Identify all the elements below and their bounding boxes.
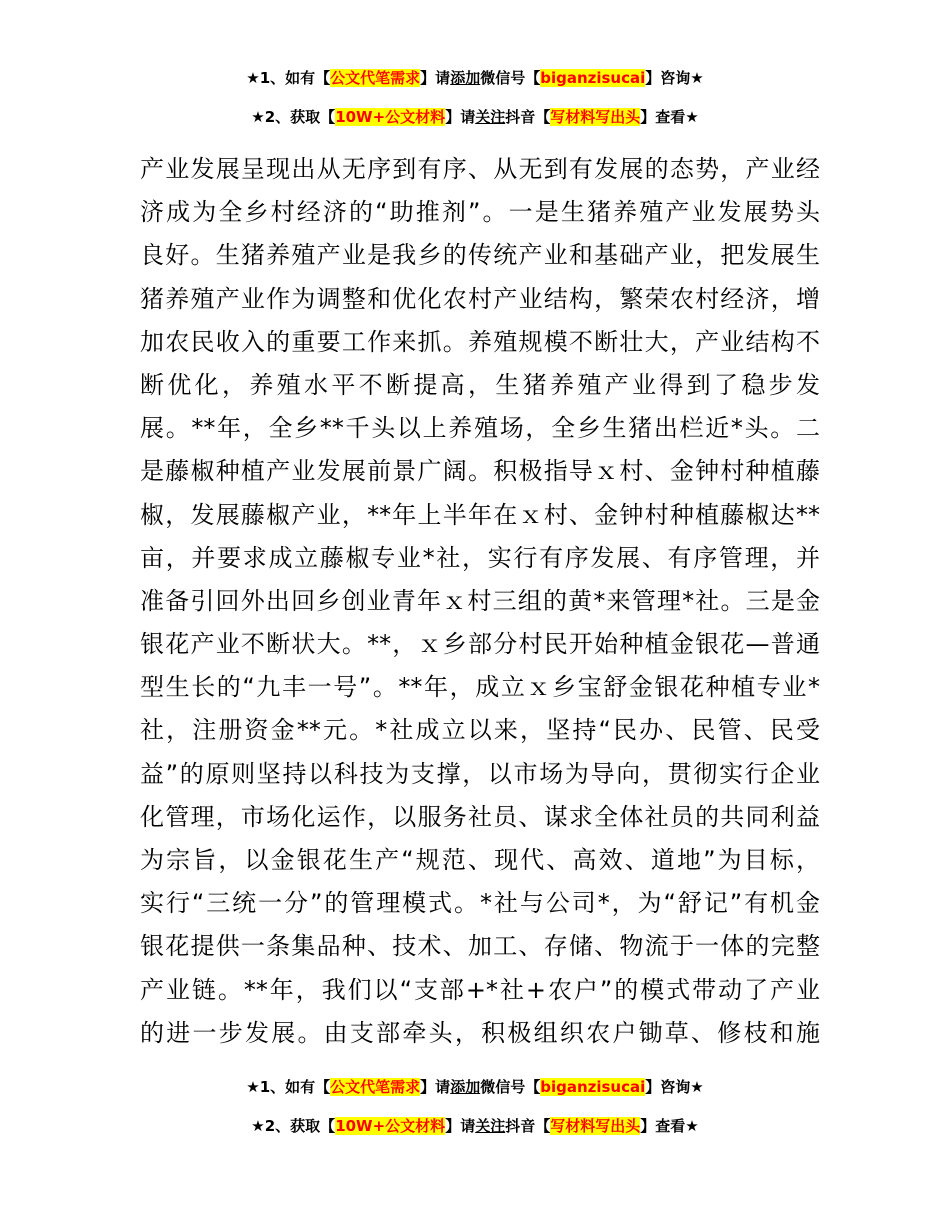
banner-highlight: 10W+公文材料 [335, 1117, 446, 1135]
body-line: 银花产业不断状大。**，ｘ乡部分村民开始种植金银花—普通 [140, 630, 820, 659]
banner-prefix: ★1、如有【 [246, 69, 331, 87]
body-line: 产业发展呈现出从无序到有序、从无到有发展的态势，产业经 [140, 155, 820, 183]
banner-underline: 添加 [450, 1078, 481, 1096]
body-line: 实行“三统一分”的管理模式。*社与公司*，为“舒记”有机金 [140, 889, 820, 918]
body-line: 产业链。**年，我们以“支部+*社+农户”的模式带动了产业 [140, 975, 820, 1004]
banner-middle: 】请 [420, 69, 451, 87]
body-line: 加农民收入的重要工作来抓。养殖规模不断壮大，产业结构不 [140, 327, 820, 356]
banner-underline: 关注 [475, 108, 506, 126]
banner-suffix: 】查看★ [640, 108, 699, 126]
body-line: 是藤椒种植产业发展前景广阔。积极指导ｘ村、金钟村种植藤 [140, 457, 820, 486]
banner-middle: 】请 [445, 1117, 476, 1135]
body-line: 展。**年，全乡**千头以上养殖场，全乡生猪出栏近*头。二 [140, 414, 820, 443]
promo-banner-top-line-2 [0, 107, 950, 127]
banner-suffix: 】咨询★ [645, 1078, 704, 1096]
body-line: 亩，并要求成立藤椒专业*社，实行有序发展、有序管理，并 [140, 543, 820, 572]
banner-douyin-account: 写材料写出头 [550, 1117, 641, 1135]
banner-middle: 微信号【 [480, 69, 541, 87]
banner-suffix: 】咨询★ [645, 69, 704, 87]
body-line: 猪养殖产业作为调整和优化农村产业结构，繁荣农村经济，增 [140, 284, 820, 313]
banner-douyin-account: 写材料写出头 [550, 108, 641, 126]
banner-suffix: 】查看★ [640, 1117, 699, 1135]
body-line: 为宗旨，以金银花生产“规范、现代、高效、道地”为目标， [140, 846, 820, 874]
promo-banner-bottom-line-2 [0, 1116, 950, 1136]
banner-wechat-id: biganzisucai [540, 69, 646, 87]
banner-middle: 抖音【 [505, 1117, 551, 1135]
promo-banner-top-line-1 [0, 68, 950, 88]
banner-middle: 】请 [445, 108, 476, 126]
body-line: 断优化，养殖水平不断提高，生猪养殖产业得到了稳步发 [140, 370, 820, 399]
promo-banner-bottom-line-1 [0, 1077, 950, 1097]
banner-highlight: 公文代笔需求 [330, 69, 421, 87]
banner-middle: 微信号【 [480, 1078, 541, 1096]
body-line: 的进一步发展。由支部牵头，积极组织农户锄草、修枝和施 [140, 1018, 820, 1047]
body-line: 济成为全乡村经济的“助推剂”。一是生猪养殖产业发展势头 [140, 198, 820, 227]
body-line: 益”的原则坚持以科技为支撑，以市场为导向，贯彻实行企业 [140, 759, 820, 788]
banner-highlight: 公文代笔需求 [330, 1078, 421, 1096]
banner-highlight: 10W+公文材料 [335, 108, 446, 126]
banner-middle: 】请 [420, 1078, 451, 1096]
banner-underline: 添加 [450, 69, 481, 87]
body-line: 良好。生猪养殖产业是我乡的传统产业和基础产业，把发展生 [140, 241, 820, 270]
document-body [140, 148, 820, 1055]
body-line: 型生长的“九丰一号”。**年，成立ｘ乡宝舒金银花种植专业* [140, 673, 820, 702]
banner-wechat-id: biganzisucai [540, 1078, 646, 1096]
body-line: 银花提供一条集品种、技术、加工、存储、物流于一体的完整 [140, 932, 820, 961]
body-line: 椒，发展藤椒产业，**年上半年在ｘ村、金钟村种植藤椒达** [140, 500, 820, 529]
banner-prefix: ★2、获取【 [251, 108, 336, 126]
body-line: 社，注册资金**元。*社成立以来，坚持“民办、民管、民受 [140, 716, 820, 745]
banner-middle: 抖音【 [505, 108, 551, 126]
banner-underline: 关注 [475, 1117, 506, 1135]
body-line: 准备引回外出回乡创业青年ｘ村三组的黄*来管理*社。三是金 [140, 586, 820, 615]
body-line: 化管理，市场化运作，以服务社员、谋求全体社员的共同利益 [140, 802, 820, 831]
banner-prefix: ★1、如有【 [246, 1078, 331, 1096]
banner-prefix: ★2、获取【 [251, 1117, 336, 1135]
